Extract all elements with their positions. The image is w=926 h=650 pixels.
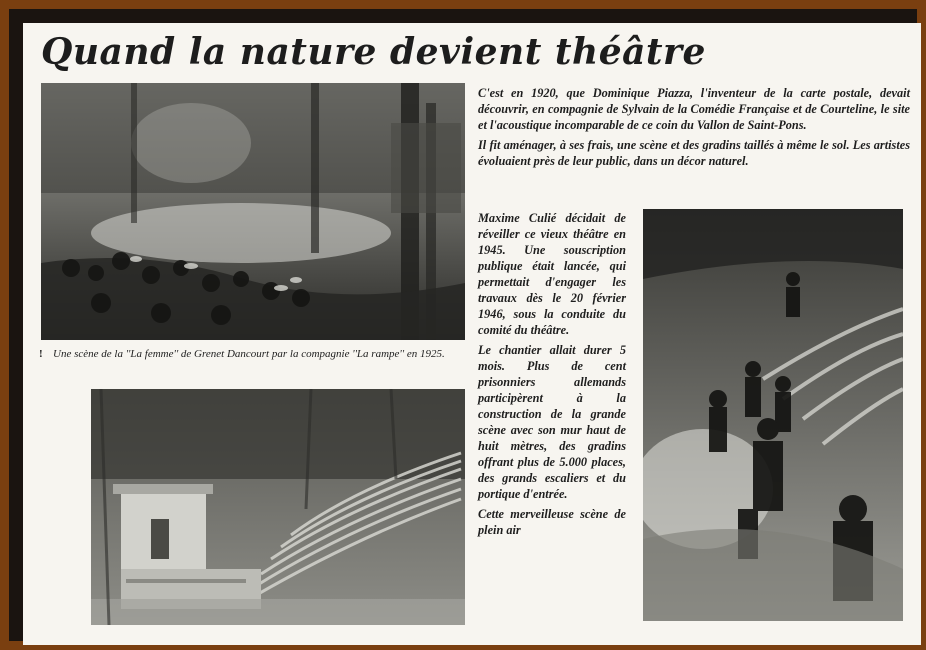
paragraph: Cette merveilleuse scène de plein air [478, 507, 626, 537]
paragraph: Maxime Culié décidait de réveiller ce vieux théâtre en 1945. Une souscription publique était lancée, qui permettait d'engager les travaux dès le 20 février 1946, sous la conduite du comité du théâtre. [478, 211, 626, 337]
article-title: Quand la nature devient théâtre [41, 31, 706, 73]
intro-text [478, 85, 910, 173]
photo-construction-workers [643, 209, 903, 621]
column-text [478, 210, 626, 542]
caption-text: Une scène de la ''La femme'' de Grenet Dancourt par la compagnie ''La rampe'' en 1925. [53, 348, 445, 360]
photo-amphitheatre [91, 389, 465, 625]
paragraph: Le chantier allait durer 5 mois. Plus de cent prisonniers allemands participèrent à la construction de la grande scène avec son mur haut de huit mètres, des gradins offrant plus de 5.000 places, des grands escaliers et du portique d'entrée. [478, 343, 626, 501]
paragraph: Il fit aménager, à ses frais, une scène et des gradins taillés à même le sol. Les artistes évoluaient près de leur public, dans un décor naturel. [478, 138, 910, 168]
photo-forest-theatre-1925 [41, 83, 465, 340]
caption-marker: ! [39, 348, 43, 360]
frame-border [9, 9, 917, 641]
paragraph: C'est en 1920, que Dominique Piazza, l'inventeur de la carte postale, devait découvrir, en compagnie de Sylvain de la Comédie Française et de Courteline, le site et l'acoustique incomparable de ce coin du Vallon de Saint-Pons. [478, 86, 910, 132]
article-page [23, 23, 921, 645]
photo-caption [39, 348, 469, 361]
